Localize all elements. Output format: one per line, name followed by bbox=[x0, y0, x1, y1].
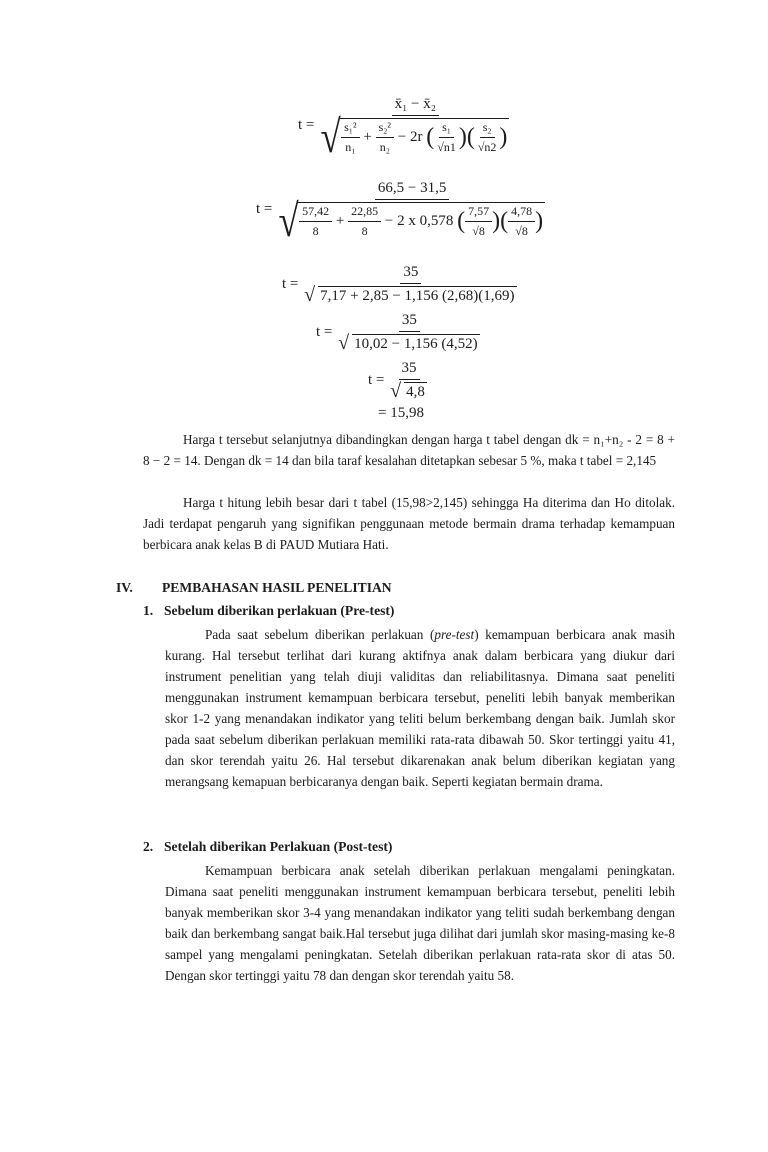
eq1-p2-den: √n2 bbox=[477, 140, 497, 154]
eq1-n2: n₂ bbox=[379, 140, 390, 154]
eq1-plus: + bbox=[363, 128, 372, 145]
eq1-lhs: t = bbox=[298, 116, 315, 133]
eq5-lhs: t = bbox=[368, 371, 385, 388]
equation-step-4 bbox=[316, 312, 483, 353]
eq5-numerator: 35 bbox=[399, 360, 420, 380]
eq3-lhs: t = bbox=[282, 275, 299, 292]
eq2-numerator: 66,5 − 31,5 bbox=[375, 180, 449, 200]
eq4-numerator: 35 bbox=[399, 312, 420, 332]
eq2-lhs: t = bbox=[256, 200, 273, 217]
eq1-n1: n₁ bbox=[345, 140, 356, 154]
equation-result: = 15,98 bbox=[378, 405, 424, 421]
eq2-c-den: √8 bbox=[472, 224, 485, 238]
paragraph-conclusion: Harga t hitung lebih besar dari t tabel (15,98>2,145) sehingga Ha diterima dan Ho ditolak. Jadi terdapat pengaruh yang signifikan penggunaan metode bermain drama terhadap kemampuan berbicara anak kelas B di PAUD Mutiara Hati. bbox=[143, 495, 675, 552]
eq2-minus: − 2 x 0,578 bbox=[384, 212, 454, 229]
sub2-title: Setelah diberikan Perlakuan (Post-test) bbox=[164, 839, 393, 854]
eq3-numerator: 35 bbox=[400, 264, 421, 284]
sub2-number: 2. bbox=[143, 839, 154, 854]
eq2-b-den: 8 bbox=[361, 224, 368, 238]
paragraph-posttest: Kemampuan berbicara anak setelah diberikan perlakuan mengalami peningkatan. Dimana saat peneliti menggunakan instrument kemampuan berbicara tersebut, peneliti lebih banyak memberikan skor 3-4 yang menandakan indikator yang teliti sudah berkembang dengan baik dan berkembang sangat baik.Hal tersebut juga dilihat dari jumlah skor masing-masing ke-8 sampel yang mengalami peningkatan. Setelah diberikan perlakuan rata-rata skor di atas 50. Dengan skor tertinggi yaitu 78 dan dengan skor terendah yaitu 58. bbox=[165, 863, 675, 983]
section-number: IV. bbox=[116, 580, 133, 595]
eq1-p2-num: s₂ bbox=[480, 120, 495, 138]
subsection-heading-posttest bbox=[143, 839, 392, 855]
eq4-lhs: t = bbox=[316, 323, 333, 340]
section-heading bbox=[116, 580, 392, 596]
sub1-text-b: ) kemampuan berbicara anak masih kurang. Hal tersebut terlihat dari kurang aktifnya anak dalam berbicara yang diukur dari instrument penelitian yang telah diuji validitas dan reliabilitasnya. Dimana saat peneliti menggunakan instrument kemampuan berbicara tersebut, peneliti lebih banyak memberikan skor 1-2 yang menandakan indikator yang teliti belum berkembang dengan baik. Jumlah skor pada saat sebelum diberikan perlakuan memiliki rata-rata dibawah 50. Skor tertinggi yaitu 41, dan skor terendah yaitu 26. Hal tersebut dikarenakan anak belum diberikan kegiatan yang merangsang kemapuan berbicaranya dengan baik. Seperti kegiatan bermain drama. bbox=[165, 627, 675, 789]
eq2-a-den: 8 bbox=[312, 224, 319, 238]
sub1-text-a: Pada saat sebelum diberikan perlakuan ( bbox=[205, 627, 435, 642]
subsection-heading-pretest bbox=[143, 603, 394, 619]
eq2-c-num: 7,57 bbox=[465, 204, 492, 222]
eq5-radicand: 4,8 bbox=[406, 384, 425, 400]
eq1-p1-den: √n1 bbox=[437, 140, 456, 154]
eq3-radicand: 7,17 + 2,85 − 1,156 (2,68)(1,69) bbox=[320, 288, 515, 304]
eq1-numerator: x̄₁ − x̄₂ bbox=[392, 96, 439, 116]
eq1-s1sq: √ s₁² bbox=[341, 120, 359, 138]
eq1-minus-2r: − 2r bbox=[397, 128, 423, 145]
eq4-radicand: 10,02 − 1,156 (4,52) bbox=[354, 336, 478, 352]
sub1-number: 1. bbox=[143, 603, 154, 618]
equation-step-5 bbox=[368, 360, 430, 401]
eq2-d-num: 4,78 bbox=[508, 204, 535, 222]
paragraph-t-table: Harga t tersebut selanjutnya dibandingkan dengan harga t tabel dengan dk = n₁+n₂ - 2 = 8 + 8 − 2 = 14. Dengan dk = 14 dan bila taraf kesalahan ditetapkan sebesar 5 %, maka t tabel = 2,145 bbox=[143, 432, 675, 468]
sub1-text-italic: pre-test bbox=[434, 627, 475, 642]
section-title: PEMBAHASAN HASIL PENELITIAN bbox=[162, 580, 392, 595]
eq2-a-num: √ 57,42 bbox=[299, 204, 332, 222]
eq1-s2sq: s₂² bbox=[376, 120, 394, 138]
eq1-p1-num: s₁ bbox=[439, 120, 454, 138]
equation-substitution: t = 66,5 − 31,5 √ $\frac{57,42}{8}$ + $\frac{22,85}{8}$ − 2 x 0,578 ( $\frac{7,57}{√8}$ )( $\frac{4,78}{√8}$ ) bbox=[256, 180, 548, 239]
paragraph-pretest bbox=[165, 624, 675, 792]
sub1-title: Sebelum diberikan perlakuan (Pre-test) bbox=[164, 603, 395, 618]
equation-step-3 bbox=[282, 264, 520, 305]
eq2-plus: + bbox=[335, 212, 345, 229]
eq2-d-den: √8 bbox=[515, 224, 528, 238]
equation-t-formula: t = x̄₁ − x̄₂ √ $\frac{\text{s₁²}}{\text{n₁}}$ + $\frac{\text{s₂²}}{\text{n₂}}$ − 2r ( $\frac{\text{s₁}}{√n1}$ )( $\frac{\text{s₂}}{√n2}$ ) bbox=[298, 96, 512, 155]
eq2-b-num: 22,85 bbox=[348, 204, 381, 222]
